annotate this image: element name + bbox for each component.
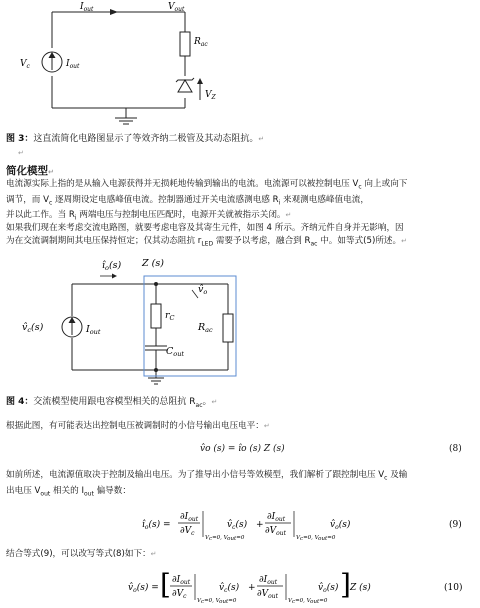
paragraph-4: 如前所述，电流源值取决于控制及输出电压。为了推导出小信号等效模型，我们解析了跟控制电压 $V_c$ 及输 出电压 $V_{out}$ 相关的 $I_{out}$ 偏导数：: [6, 470, 408, 498]
svg-text:Vc=0, Vout=0: Vc=0, Vout=0: [197, 598, 237, 605]
paragraph-3: 根据此图，有可能表达出控制电压被调制时的小信号输出电压电平：↵: [6, 421, 270, 431]
svg-text:+: +: [256, 520, 264, 530]
resistor-rc: [151, 304, 161, 328]
section-heading: 简化模型↵: [6, 165, 54, 177]
equation-8: v̂o (s) = îo (s) Z (s): [200, 444, 285, 454]
svg-text:v̂o(s) =: $v̂_o(s)$ =: [128, 583, 159, 594]
label-vz: $V_Z$: [205, 90, 216, 101]
svg-text:∂Vc: $\partial V_c$: [180, 526, 195, 537]
svg-text:∂Iout: $\partial I_{out}$: [267, 512, 286, 523]
label-io: $î_o(s)$: [102, 260, 122, 272]
figure-3-caption-text: 这直流简化电路图显示了等效齐纳二极管及其动态阻抗。: [33, 134, 259, 144]
current-arrow-icon: [112, 274, 117, 279]
label-vout: $V_{out}$: [168, 2, 185, 13]
figure-3-dc-circuit: [0, 0, 480, 140]
paragraph-2: 如果我们现在来考虑交流电路图，就要考虑电容及其寄生元件，如图 4 所示。齐纳元件自身并无影响，因 为在交流调制期间其电压保持恒定；仅其动态阻抗 $r_{LED}$ 需要予以考虑，融合到 $R_{ac}$ 中。如等式(5)所述。↵: [6, 223, 407, 248]
svg-text:[: [: [160, 568, 171, 601]
svg-text:Vc=0, Vout=0: Vc=0, Vout=0: [288, 598, 328, 605]
svg-text:v̂o(s): $v̂_o(s)$: [330, 520, 351, 531]
figure-3-caption-label: 图 3：: [6, 134, 34, 144]
label-vo: $v̂_o$: [198, 284, 208, 296]
svg-text:]: ]: [340, 568, 351, 601]
resistor-rac: [180, 32, 190, 56]
svg-text:Vc=0, Vout=0: Vc=0, Vout=0: [205, 535, 245, 542]
figure-4-ac-circuit: [0, 250, 480, 390]
label-iout-source: $I_{out}$: [66, 59, 80, 70]
svg-text:∂Iout: $\partial I_{out}$: [180, 512, 199, 523]
label-rac: $R_{ac}$: [194, 37, 208, 48]
svg-text:Vc=0, Vout=0: Vc=0, Vout=0: [296, 535, 336, 542]
label-vc: $v̂_c(s)$: [22, 322, 44, 334]
label-rac: $R_{ac}$: [198, 322, 213, 334]
figure-3-caption: 图 3：这直流简化电路图显示了等效齐纳二极管及其动态阻抗。↵: [6, 134, 265, 144]
svg-text:+: +: [248, 583, 256, 593]
zener-diode-symbol: [176, 78, 194, 92]
figure-4-caption: 图 4：交流模型使用跟电容模型相关的总阻抗 $R_{ac}$。↵: [6, 397, 218, 409]
svg-text:∂Iout: $\partial I_{out}$: [259, 575, 278, 586]
svg-text:∂Iout: $\partial I_{out}$: [172, 575, 191, 586]
figure-4-caption-label: 图 4：: [6, 397, 34, 407]
equation-8-number: (8): [449, 444, 462, 454]
label-vc: $V_c$: [20, 59, 30, 70]
paragraph-1: 电流源实际上指的是从输入电源获得并无损耗地传输到输出的电流。电流源可以被控制电压 $V_c$ 向上或向下 调节，而 $V_c$ 逐周期设定电感峰值电流。控制器通过开关电流感测电感 $R_i$ 来观测电感峰值电流， 并以此工作。当 $R_i$ 两端电压与控制电压匹配时，电源开关就被指示关闭。↵: [6, 179, 408, 223]
current-arrow-icon: [110, 9, 118, 15]
equation-10-number: (10): [444, 583, 463, 593]
svg-text:Z (s): Z (s): [350, 583, 371, 593]
label-iout: $I_{out}$: [86, 324, 101, 336]
svg-text:∂Vout: $\partial V_{out}$: [257, 589, 279, 600]
label-rc: $r_C$: [165, 310, 175, 322]
svg-text:v̂c(s): $v̂_c(s)$: [227, 520, 248, 531]
svg-text:v̂o(s): $v̂_o(s)$: [318, 583, 339, 594]
svg-text:∂Vout: $\partial V_{out}$: [265, 526, 287, 537]
resistor-rac: [223, 314, 233, 342]
svg-text:v̂c(s): $v̂_c(s)$: [219, 583, 240, 594]
paragraph-5: 结合等式(9)，可以改写等式(8)如下：↵: [6, 549, 157, 559]
svg-text:îo(s) =: $î_o(s)$ =: [142, 520, 171, 531]
label-cout: $C_{out}$: [166, 346, 184, 358]
paragraph-mark: ↵: [18, 149, 24, 157]
label-z: Z (s): [142, 258, 164, 269]
equation-9: [0, 505, 480, 543]
label-iout-top: $I_{out}$: [80, 2, 94, 13]
svg-text:∂Vc: $\partial V_c$: [172, 589, 187, 600]
equation-10: [0, 566, 480, 608]
equation-9-number: (9): [449, 520, 462, 530]
